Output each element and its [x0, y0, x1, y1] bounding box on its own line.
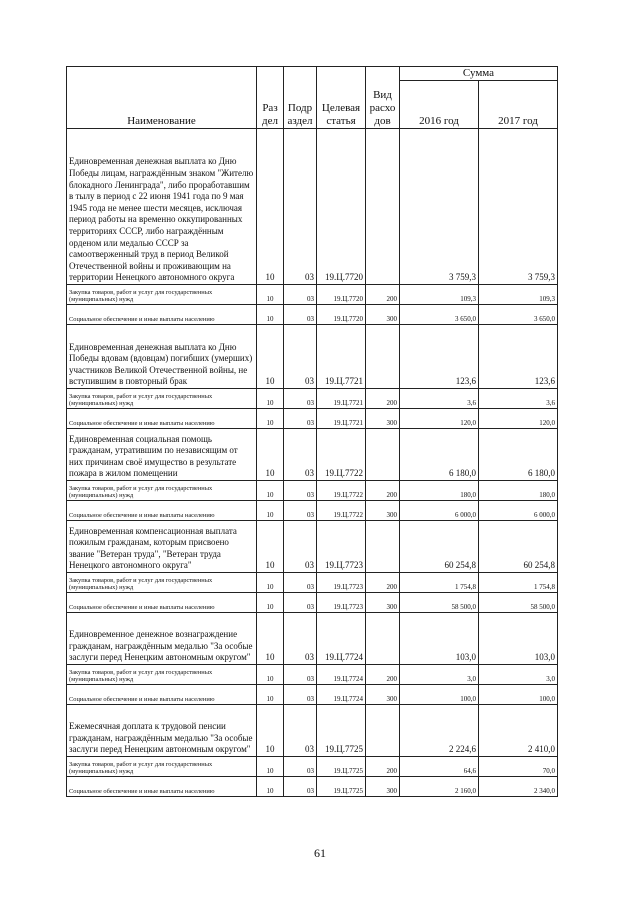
cell-expense-type [366, 705, 400, 757]
cell-target: 19.Ц.7723 [317, 593, 366, 613]
cell-name: Закупка товаров, работ и услуг для государственных (муниципальных) нужд [67, 389, 257, 409]
cell-name: Единовременная денежная выплата ко Дню Победы вдовам (вдовцам) погибших (умерших) участников Великой Отечественной войны, не вступившим в повторный брак [67, 325, 257, 389]
cell-section: 10 [257, 429, 284, 481]
cell-section: 10 [257, 777, 284, 797]
cell-target: 19.Ц.7725 [317, 757, 366, 777]
cell-2017: 123,6 [479, 325, 558, 389]
cell-expense-type: 200 [366, 665, 400, 685]
table-subrow [67, 389, 558, 409]
cell-subsection: 03 [284, 685, 317, 705]
cell-subsection: 03 [284, 521, 317, 573]
cell-target: 19.Ц.7722 [317, 481, 366, 501]
cell-name: Закупка товаров, работ и услуг для государственных (муниципальных) нужд [67, 757, 257, 777]
cell-target: 19.Ц.7720 [317, 285, 366, 305]
cell-name: Единовременная социальная помощь гражданам, утратившим по независящим от них причинам своё имущество в результате пожара в жилом помещении [67, 429, 257, 481]
header-name: Наименование [67, 67, 257, 129]
cell-subsection: 03 [284, 705, 317, 757]
cell-name: Закупка товаров, работ и услуг для государственных (муниципальных) нужд [67, 665, 257, 685]
cell-expense-type [366, 521, 400, 573]
cell-target: 19.Ц.7723 [317, 573, 366, 593]
cell-2017: 180,0 [479, 481, 558, 501]
cell-subsection: 03 [284, 285, 317, 305]
cell-2017: 6 000,0 [479, 501, 558, 521]
cell-target: 19.Ц.7720 [317, 129, 366, 285]
cell-section: 10 [257, 685, 284, 705]
cell-section: 10 [257, 521, 284, 573]
cell-target: 19.Ц.7722 [317, 429, 366, 481]
table-row [67, 325, 558, 389]
cell-section: 10 [257, 481, 284, 501]
cell-2016: 2 160,0 [400, 777, 479, 797]
cell-name: Социальное обеспечение и иные выплаты населению [67, 777, 257, 797]
cell-target: 19.Ц.7721 [317, 409, 366, 429]
cell-name: Закупка товаров, работ и услуг для государственных (муниципальных) нужд [67, 573, 257, 593]
cell-2016: 3 650,0 [400, 305, 479, 325]
table-subrow [67, 685, 558, 705]
cell-name: Ежемесячная доплата к трудовой пенсии гражданам, награждённым медалью "За особые заслуги перед Ненецким автономным округом" [67, 705, 257, 757]
cell-name: Социальное обеспечение и иные выплаты населению [67, 501, 257, 521]
cell-subsection: 03 [284, 305, 317, 325]
cell-2016: 3,0 [400, 665, 479, 685]
cell-name: Социальное обеспечение и иные выплаты населению [67, 685, 257, 705]
cell-subsection: 03 [284, 429, 317, 481]
cell-2017: 103,0 [479, 613, 558, 665]
cell-name: Единовременная денежная выплата ко Дню Победы лицам, награждённым знаком "Жителю блокадного Ленинграда", либо проработавшим в тылу в период с 22 июня 1941 года по 9 мая 1945 года не менее шести месяцев, исключая период работы на временно оккупированных территориях СССР, либо награждённым орденом или медалью СССР за самоотверженный труд в период Великой Отечественной войны и проживающим на территории Ненецкого автономного округа [67, 129, 257, 285]
cell-section: 10 [257, 325, 284, 389]
page-number: 61 [314, 846, 326, 860]
table-subrow [67, 777, 558, 797]
cell-expense-type [366, 129, 400, 285]
cell-section: 10 [257, 593, 284, 613]
cell-name: Социальное обеспечение и иные выплаты населению [67, 593, 257, 613]
table-subrow [67, 481, 558, 501]
cell-2017: 120,0 [479, 409, 558, 429]
cell-subsection: 03 [284, 777, 317, 797]
cell-expense-type: 300 [366, 777, 400, 797]
header-year-2017: 2017 год [479, 81, 558, 129]
cell-2016: 58 500,0 [400, 593, 479, 613]
cell-2016: 103,0 [400, 613, 479, 665]
table-row [67, 521, 558, 573]
cell-expense-type [366, 325, 400, 389]
cell-target: 19.Ц.7724 [317, 685, 366, 705]
cell-expense-type: 200 [366, 573, 400, 593]
cell-2017: 6 180,0 [479, 429, 558, 481]
cell-expense-type: 200 [366, 481, 400, 501]
cell-target: 19.Ц.7720 [317, 305, 366, 325]
table-subrow [67, 665, 558, 685]
cell-section: 10 [257, 129, 284, 285]
cell-2016: 123,6 [400, 325, 479, 389]
cell-name: Закупка товаров, работ и услуг для государственных (муниципальных) нужд [67, 285, 257, 305]
cell-target: 19.Ц.7723 [317, 521, 366, 573]
table-subrow [67, 501, 558, 521]
cell-subsection: 03 [284, 325, 317, 389]
cell-2016: 180,0 [400, 481, 479, 501]
cell-subsection: 03 [284, 129, 317, 285]
cell-target: 19.Ц.7722 [317, 501, 366, 521]
cell-2016: 6 000,0 [400, 501, 479, 521]
header-subsection: Подр аздел [284, 67, 317, 129]
cell-2016: 64,6 [400, 757, 479, 777]
cell-expense-type: 300 [366, 685, 400, 705]
cell-subsection: 03 [284, 389, 317, 409]
header-section: Раз дел [257, 67, 284, 129]
cell-2016: 3,6 [400, 389, 479, 409]
table-row [67, 129, 558, 285]
cell-2017: 3,6 [479, 389, 558, 409]
cell-target: 19.Ц.7725 [317, 777, 366, 797]
cell-target: 19.Ц.7724 [317, 665, 366, 685]
cell-2016: 109,3 [400, 285, 479, 305]
cell-2017: 70,0 [479, 757, 558, 777]
cell-section: 10 [257, 305, 284, 325]
cell-expense-type: 300 [366, 409, 400, 429]
cell-2017: 2 410,0 [479, 705, 558, 757]
cell-name: Социальное обеспечение и иные выплаты населению [67, 409, 257, 429]
table-row [67, 705, 558, 757]
cell-2017: 60 254,8 [479, 521, 558, 573]
cell-target: 19.Ц.7725 [317, 705, 366, 757]
cell-2016: 60 254,8 [400, 521, 479, 573]
table-subrow [67, 573, 558, 593]
header-expense-type: Вид расхо дов [366, 67, 400, 129]
cell-2017: 3,0 [479, 665, 558, 685]
cell-2017: 58 500,0 [479, 593, 558, 613]
table-subrow [67, 757, 558, 777]
cell-section: 10 [257, 573, 284, 593]
cell-name: Социальное обеспечение и иные выплаты населению [67, 305, 257, 325]
table-row [67, 613, 558, 665]
cell-section: 10 [257, 409, 284, 429]
cell-subsection: 03 [284, 409, 317, 429]
cell-expense-type: 200 [366, 757, 400, 777]
cell-expense-type [366, 613, 400, 665]
table-body [67, 129, 558, 797]
cell-section: 10 [257, 501, 284, 521]
cell-section: 10 [257, 285, 284, 305]
table-subrow [67, 593, 558, 613]
cell-2016: 1 754,8 [400, 573, 479, 593]
cell-2017: 3 759,3 [479, 129, 558, 285]
cell-expense-type: 300 [366, 593, 400, 613]
table-subrow [67, 305, 558, 325]
cell-section: 10 [257, 665, 284, 685]
cell-subsection: 03 [284, 501, 317, 521]
table-row [67, 429, 558, 481]
cell-name: Единовременная компенсационная выплата пожилым гражданам, которым присвоено звание "Ветеран труда", "Ветеран труда Ненецкого автономного округа" [67, 521, 257, 573]
cell-expense-type: 300 [366, 501, 400, 521]
cell-expense-type [366, 429, 400, 481]
cell-subsection: 03 [284, 593, 317, 613]
cell-2017: 3 650,0 [479, 305, 558, 325]
cell-2016: 6 180,0 [400, 429, 479, 481]
cell-expense-type: 200 [366, 389, 400, 409]
cell-section: 10 [257, 705, 284, 757]
table-subrow [67, 409, 558, 429]
cell-section: 10 [257, 613, 284, 665]
cell-target: 19.Ц.7721 [317, 325, 366, 389]
cell-subsection: 03 [284, 613, 317, 665]
cell-2016: 2 224,6 [400, 705, 479, 757]
cell-subsection: 03 [284, 757, 317, 777]
header-sum: Сумма [400, 67, 558, 81]
table-subrow [67, 285, 558, 305]
cell-name: Единовременное денежное вознаграждение гражданам, награждённым медалью "За особые заслуги перед Ненецким автономным округом" [67, 613, 257, 665]
cell-section: 10 [257, 389, 284, 409]
cell-2017: 100,0 [479, 685, 558, 705]
cell-2016: 120,0 [400, 409, 479, 429]
cell-expense-type: 200 [366, 285, 400, 305]
header-target: Целевая статья [317, 67, 366, 129]
cell-2017: 109,3 [479, 285, 558, 305]
cell-subsection: 03 [284, 481, 317, 501]
cell-2017: 1 754,8 [479, 573, 558, 593]
cell-section: 10 [257, 757, 284, 777]
cell-subsection: 03 [284, 573, 317, 593]
cell-expense-type: 300 [366, 305, 400, 325]
cell-2016: 3 759,3 [400, 129, 479, 285]
header-year-2016: 2016 год [400, 81, 479, 129]
table-header [67, 67, 558, 129]
cell-2016: 100,0 [400, 685, 479, 705]
cell-subsection: 03 [284, 665, 317, 685]
cell-name: Закупка товаров, работ и услуг для государственных (муниципальных) нужд [67, 481, 257, 501]
budget-table [66, 66, 558, 797]
cell-target: 19.Ц.7724 [317, 613, 366, 665]
cell-target: 19.Ц.7721 [317, 389, 366, 409]
cell-2017: 2 340,0 [479, 777, 558, 797]
